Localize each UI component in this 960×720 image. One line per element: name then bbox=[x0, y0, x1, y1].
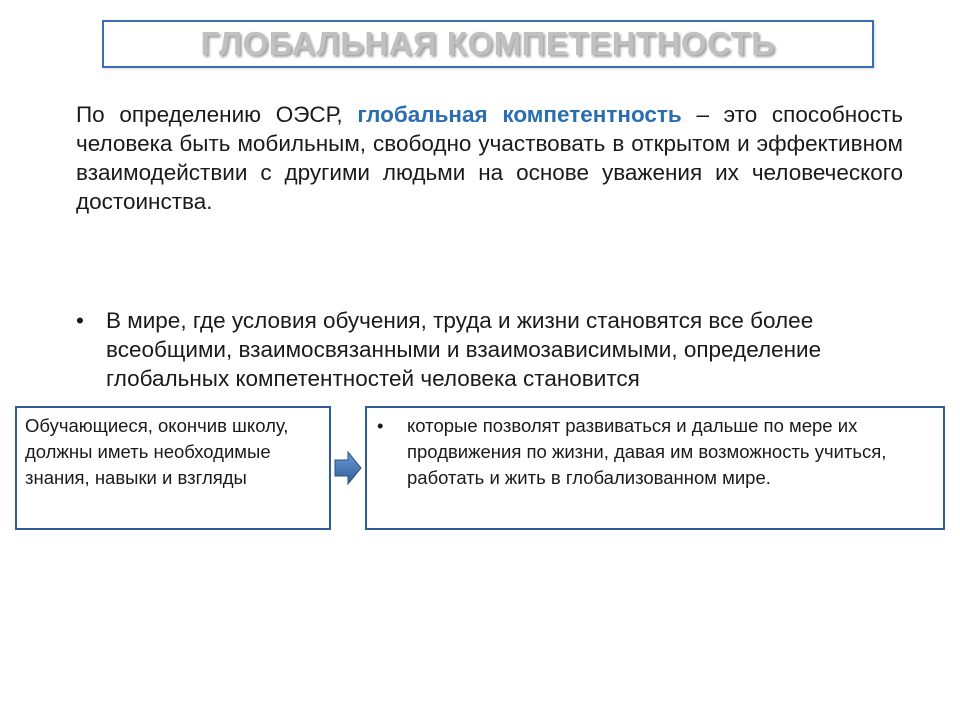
right-box-text: которые позволят развиваться и дальше по мере их продвижения по жизни, давая им возможность учиться, работать и жить в глобализованном мире. bbox=[407, 415, 887, 488]
arrow-right-icon bbox=[333, 450, 363, 486]
title-box bbox=[102, 20, 874, 68]
main-bullet bbox=[76, 306, 936, 393]
definition-after: – это способность человека быть мобильным, свободно участвовать в открытом и эффективном взаимодействии с другими людьми на основе уважения их человеческого достоинства. bbox=[76, 102, 904, 214]
right-box-marker: • bbox=[377, 415, 384, 436]
definition-before: По определению ОЭСР, bbox=[76, 102, 358, 127]
slide-title: ГЛОБАЛЬНАЯ КОМПЕТЕНТНОСТЬ bbox=[200, 25, 776, 62]
bullet-marker: • bbox=[76, 308, 84, 333]
right-box bbox=[365, 406, 945, 530]
definition-highlight: глобальная компетентность bbox=[357, 102, 682, 127]
left-box-text: Обучающиеся, окончив школу, должны иметь необходимые знания, навыки и взгляды bbox=[25, 415, 289, 488]
definition-paragraph bbox=[76, 100, 903, 216]
left-box bbox=[15, 406, 331, 530]
main-bullet-text: В мире, где условия обучения, труда и жизни становятся все более всеобщими, взаимосвязанными и взаимозависимыми, определение глобальных компетентностей человека становится bbox=[106, 308, 822, 391]
